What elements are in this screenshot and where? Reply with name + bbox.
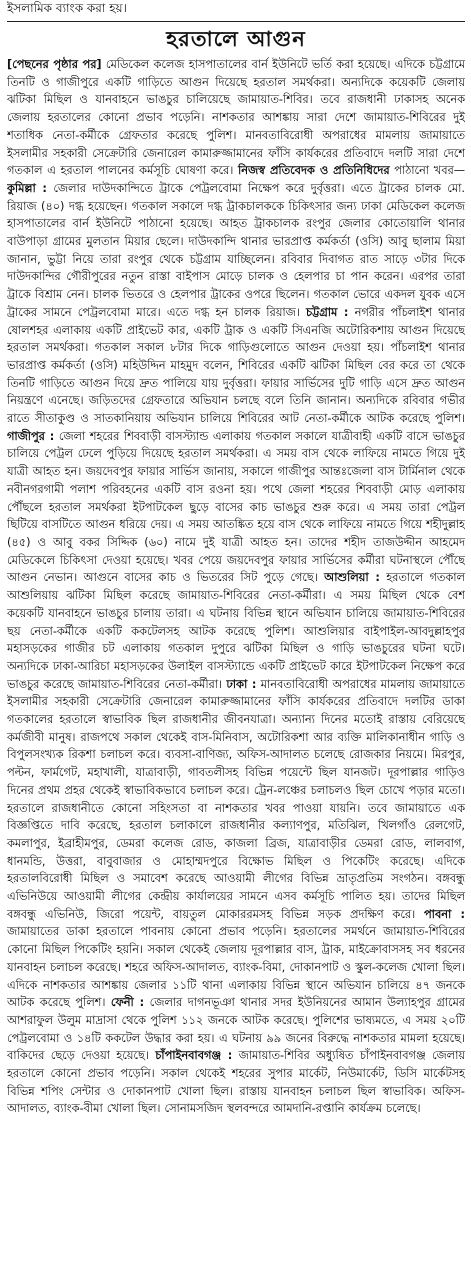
article-intro: মেডিকেল কলেজ হাসপাতালের বার্ন ইউনিটে ভর্তি করা হয়েছে। এদিকে চট্টগ্রামে তিনটি ও গাজীপুরে একটি গাড়িতে আগুন দিয়েছে হরতাল সমর্থকরা। অন্যদিকে কয়েকটি জেলায় ঝটিকা মিছিল ও যানবাহনে ভাঙচুর চালিয়েছে জামায়াত-শিবির। তবে রাজধানী ঢাকাসহ অনেক জেলায় হরতালের কোনো প্রভাব পড়েনি। নাশকতার আশঙ্কায় সারা দেশে জামায়াত-শিবিরের দুই শতাধিক নেতা-কর্মীকে গ্রেফতার করেছে পুলিশ। মানবতাবিরোধী অপরাধের মামলায় জামায়াতে ইসলামীর সহকারী সেক্রেটারি জেনারেল কামারুজ্জামানের ফাঁসি কার্যকরের প্রতিবাদে দলটি সারা দেশে গতকাল এ হরতাল পালনের কর্মসূচি ঘোষণা করে। [7,58,465,178]
dateline-chapainawabganj: চাঁপাইনবাবগঞ্জ : [155,1049,233,1063]
reporters-tail: পাঠানো খবর— [389,164,465,178]
paragraph-feni: জেলার দাগনভূঞা থানার সদর ইউনিয়নের আমান উল্যাহপুর গ্রামের আশরাফুল উলুম মাদ্রাসা থেকে পুলিশ ১১২ জনকে আটক করেছে। পুলিশের ভাষ্যমতে, এ সময় ২০টি পেট্রলবোমা ও ১৪টি ককটেল উদ্ধার করা হয়। এ ঘটনায় ৯৯ জনের বিরুদ্ধে নাশকতার মামলা হয়েছে। বাকিদের ছেড়ে দেওয়া হয়েছে। [7,996,465,1063]
dateline-pabna: পাবনা : [424,907,465,921]
paragraph-chattogram: নগরীর পাঁচলাইশ থানার ষোলশহর এলাকায় একটি প্রাইভেট কার, একটি ট্রাক ও একটি সিএনজি অটোরিকশায় আগুন দিয়েছে হরতাল সমর্থকরা। গতকাল সকাল ৮টার দিকে গাড়িগুলোতে আগুন দেওয়া হয়। পাঁচলাইশ থানার ভারপ্রাপ্ত কর্মকর্তা (ওসি) মহিউদ্দিন মাহমুদ বলেন, শিবিরের একটি ঝটিকা মিছিল বের করে তা থেকে তিনটি গাড়িতে আগুন দিয়ে দ্রুত পালিয়ে যায় দুর্বৃত্তরা। ফায়ার সার্ভিসের দুটি গাড়ি এসে দ্রুত আগুন নিয়ন্ত্রণে এনেছে। জড়িতদের গ্রেফতারে অভিযান চলছে বলে তিনি জানান। অন্যদিকে রবিবার গভীর রাতে সীতাকুণ্ড ও সাতকানিয়ায় অভিযান চালিয়ে শিবিরের আট নেতা-কর্মীকে আটক করেছে পুলিশ। [7,305,465,426]
paragraph-gazipur: জেলা শহরের শিববাড়ী বাসস্ট্যান্ড এলাকায় গতকাল সকালে যাত্রীবাহী একটি বাসে ভাঙচুর চালিয়ে পেট্রল ঢেলে পুড়িয়ে দিয়েছে হরতাল সমর্থকরা। এ সময় বাস থেকে লাফিয়ে নামতে গিয়ে দুই যাত্রী আহত হন। জয়দেবপুর ফায়ার সার্ভিস জানায়, সকালে গাজীপুর আন্তঃজেলা বাস টার্মিনাল থেকে নবীনগরগামী পলাশ পরিবহনের একটি বাস রওনা হয়। পথে জেলা শহরের শিববাড়ী মোড় এলাকায় পৌঁছলে হরতাল সমর্থকরা ইটপাটকেল ছুড়ে বাসের কাচ ভাঙচুর শুরু করে। এ সময় তারা পেট্রল ছিটিয়ে বাসটিতে আগুন ধরিয়ে দেয়। এ সময় আতঙ্কিত হয়ে বাস থেকে লাফিয়ে নামতে গিয়ে শহীদুল্লাহ (৪৫) ও আবু বকর সিদ্দিক (৬০) নামে দুই যাত্রী আহত হন। তাদের শহীদ তাজউদ্দীন আহমেদ মেডিকেলে চিকিৎসা দেওয়া হয়েছে। খবর পেয়ে জয়দেবপুর ফায়ার সার্ভিসের কর্মীরা ঘটনাস্থলে পৌঁছে আগুন নেভান। আগুনে বাসের কাচ ও ভিতরের সিট পুড়ে গেছে। [7,429,465,585]
previous-article-tail: ইসলামিক ব্যাংক করা হয়। [7,1,127,15]
dateline-dhaka: ঢাকা : [226,677,257,691]
reporters-label: নিজস্ব প্রতিবেদক ও প্রতিনিধিদের [237,164,390,178]
article-body [7,56,465,1282]
paragraph-chapainawabganj: জামায়াত-শিবির অধ্যুষিত চাঁপাইনবাবগঞ্জ জেলায় হরতালে কোনো প্রভাব পড়েনি। সকাল থেকেই শহরের সুপার মার্কেট, নিউমার্কেট, ডিসি মার্কেটসহ বিভিন্ন শপিং সেন্টার ও দোকানপাট খোলা ছিল। রাস্তায় যানবাহন চলাচল ছিল স্বাভাবিক। অফিস-আদালত, ব্যাংক-বীমা খোলা ছিল। সোনামসজিদ স্থলবন্দরে আমদানি-রপ্তানি কার্যক্রম চলেছে। [7,1049,465,1116]
headline: হরতালে আগুন [166,26,306,51]
divider-rule [7,21,465,22]
dateline-ashulia: আশুলিয়া : [324,571,380,585]
dateline-feni: ফেনী : [110,996,145,1010]
paragraph-pabna: জামায়াতের ডাকা হরতালে পাবনায় কোনো প্রভাব পড়েনি। হরতালের সমর্থনে জামায়াত-শিবিরের কোনো মিছিল পিকেটিং হয়নি। সকাল থেকেই জেলায় দূরপাল্লার বাস, ট্রাক, মাইক্রোবাসসহ সব ধরনের যানবাহন চলাচল করেছে। শহরে অফিস-আদালত, ব্যাংক-বিমা, দোকানপাট ও স্কুল-কলেজ খোলা ছিল। এদিকে নাশকতার আশঙ্কায় জেলার ১১টি থানা এলাকায় বিভিন্ন স্থানে অভিযান চালিয়ে ৪৭ জনকে আটক করেছে পুলিশ। [7,925,465,1010]
paragraph-ashulia: হরতালে গতকাল আশুলিয়ায় ঝটিকা মিছিল করেছে জামায়াত-শিবিরের নেতা-কর্মীরা। এ সময় মিছিল থেকে বেশ কয়েকটি যানবাহনে ভাঙচুর চালায় তারা। এ ঘটনায় বিভিন্ন স্থানে অভিযান চালিয়ে জামায়াত-শিবিরের ছয় নেতা-কর্মীকে একটি ককটেলসহ আটক করেছে পুলিশ। আশুলিয়ার বাইপাইল-আবদুল্লাহপুর মহাসড়কের গাজীর চট এলাকায় গতকাল দুপুরে ঝটিকা মিছিল ও গাড়ি ভাঙচুরের ঘটনা ঘটে। অন্যদিকে ঢাকা-আরিচা মহাসড়কের উলাইল বাসস্ট্যান্ডে একটি প্রাইভেট কারে ইটপাটকেল নিক্ষেপ করে ভাঙচুর করেছে জামায়াত-শিবিরের নেতা-কর্মীরা। [7,571,465,691]
dateline-comilla: কুমিল্লা : [7,181,47,195]
paragraph-comilla: জেলার দাউদকান্দিতে ট্রাকে পেট্রলবোমা নিক্ষেপ করে দুর্বৃত্তরা। এতে ট্রাকের চালক মো. রিয়াজ (৪০) দগ্ধ হয়েছেন। গতকাল সকালে দগ্ধ ট্রাকচালককে চিকিৎসার জন্য ঢাকা মেডিকেল কলেজ হাসপাতালের বার্ন ইউনিটে পাঠানো হয়েছে। আহত ট্রাকচালক রংপুর জেলার কোতোয়ালি থানার বাউপাড়া গ্রামের মুলতান মিয়ার ছেলে। দাউদকান্দি থানার ভারপ্রাপ্ত কর্মকর্তা (ওসি) আবু ছালাম মিয়া জানান, ভুট্টা নিয়ে তারা রংপুর থেকে চট্টগ্রাম যাচ্ছিলেন। রবিবার দিবাগত রাত সাড়ে ৩টার দিকে দাউদকান্দির গৌরীপুরের নতুন রাস্তা বাইপাস মোড়ে চালক ও হেলপার চা পান করেন। এরপর তারা ট্রাকে বিশ্রাম নেন। চালক ভিতরে ও হেলপার ট্রাকের ওপরে ছিলেন। গতকাল ভোরে একদল যুবক এসে ট্রাকের সামনে পেট্রলবোমা মারে। এতে দগ্ধ হন চালক রিয়াজ। [7,181,465,319]
paragraph-dhaka: মানবতাবিরোধী অপরাধের মামলায় জামায়াতে ইসলামীর সহকারী সেক্রেটারি জেনারেল কামারুজ্জামানের ফাঁসি কার্যকরের প্রতিবাদে দলটির ডাকা গতকালের হরতালে স্বাভাবিক ছিল রাজধানীর জীবনযাত্রা। অন্যান্য দিনের মতোই রাস্তায় বেরিয়েছে কর্মজীবী মানুষ। রাজপথে সকাল থেকেই বাস-মিনিবাস, অটোরিকশা আর ব্যক্তি মালিকানাধীন গাড়ি ও বিপুলসংখ্যক রিকশা চলাচল করে। ব্যবসা-বাণিজ্য, অফিস-আদালত চলেছে রোজকার নিয়মে। মিরপুর, পল্টন, ফার্মগেট, মহাখালী, যাত্রাবাড়ী, গাবতলীসহ বিভিন্ন পয়েন্টে ছিল যানজট। দূরপাল্লার গাড়িও দিনের প্রথম প্রহর থেকেই স্বাভাবিকভাবে চলাচল করে। ট্রেন-লঞ্চের চলাচলও ছিল চোখে পড়ার মতো। হরতালে রাজধানীতে কোনো সহিংসতা বা নাশকতার খবর পাওয়া যায়নি। তবে জামায়াতে এক বিজ্ঞপ্তিতে দাবি করেছে, হরতাল চলাকালে রাজধানীর কল্যাণপুর, মতিঝিল, খিলগাঁও রেলগেট, কমলাপুর, ইব্রাহীমপুর, ডেমরা কলেজ রোড, কাজলা ব্রিজ, যাত্রাবাড়ীর ডেমরা রোড, লালবাগ, ধানমন্ডি, উত্তরা, বাবুবাজার ও মোহাম্মদপুরে বিক্ষোভ মিছিল ও পিকেটিং করেছে। এদিকে হরতালবিরোধী মিছিল ও সমাবেশ করেছে আওয়ামী লীগের বিভিন্ন ভ্রাতৃপ্রতিম সংগঠন। বঙ্গবন্ধু এভিনিউয়ে আওয়ামী লীগের কেন্দ্রীয় কার্যালয়ের সামনে এসব কর্মসূচি পালিত হয়। তাদের মিছিল বঙ্গবন্ধু এভিনিউ, জিরো পয়েন্ট, বায়তুল মোকাররমসহ বিভিন্ন সড়ক প্রদক্ষিণ করে। [7,677,465,921]
dateline-gazipur: গাজীপুর : [7,429,55,443]
dateline-chattogram: চট্টগ্রাম : [306,305,349,319]
continued-label: [পেছনের পৃষ্ঠার পর] [7,58,102,71]
